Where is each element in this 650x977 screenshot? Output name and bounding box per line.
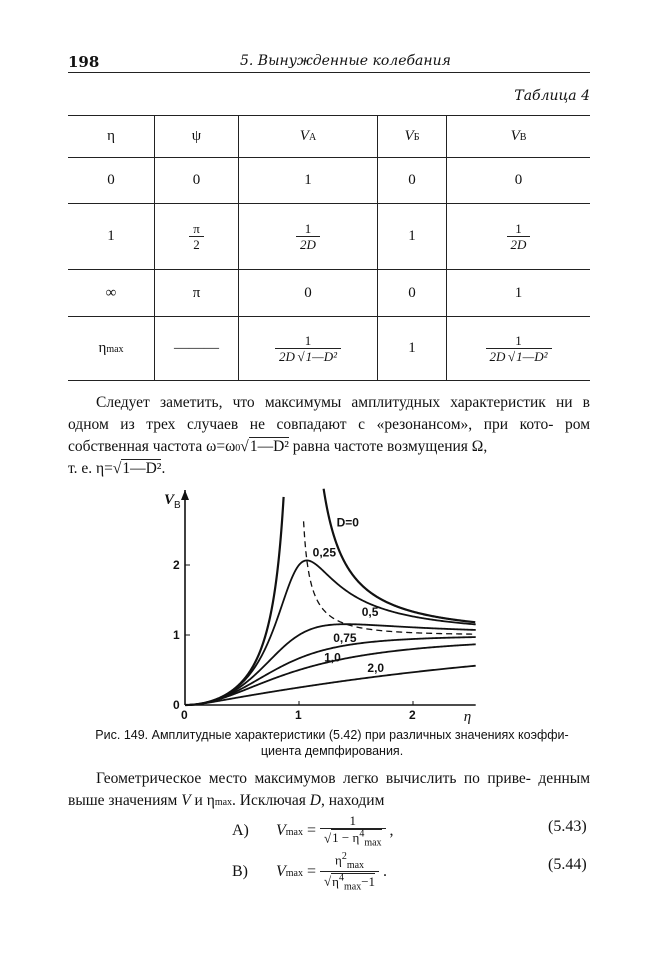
curve-D-0-right: [324, 489, 476, 622]
cell-eta: 1: [68, 204, 155, 270]
paragraph-1: Следует заметить, что максимумы амплитудных характеристик ни в одном из трех случаев не совпадают с «резонансом», при кото- ром собственная частота ω=ω0√1—D² равна частоте возмущения Ω,: [68, 394, 591, 455]
cell-vv: 0: [447, 158, 591, 204]
x-axis-label: η: [463, 709, 472, 725]
table-row: [68, 317, 590, 381]
cell-vv: $\frac{1}{2D}$: [447, 204, 591, 270]
col-header-psi: ψ: [155, 116, 239, 158]
page-number: 198: [68, 53, 100, 71]
y-axis-arrow: [181, 490, 189, 500]
chart-curves: [185, 489, 476, 705]
paragraph-2: Геометрическое место максимумов легко вычислить по приве- денным выше значениям V и ηmax. Исключая D, находим: [68, 770, 591, 809]
x-tick-label: 2: [409, 708, 416, 722]
x-tick-label: 1: [295, 708, 302, 722]
table-row: [68, 270, 590, 317]
cell-eta: ∞: [68, 270, 155, 317]
curve-label: D=0: [336, 515, 359, 530]
y-tick-label: 2: [173, 558, 180, 572]
running-title: 5. Вынужденные колебания: [240, 53, 451, 69]
y-axis-label: V: [164, 492, 175, 508]
col-header-va: VА: [239, 116, 378, 158]
paragraph-1-last-line: т. е. η=√1—D².: [68, 460, 166, 477]
cell-vv: 1: [447, 270, 591, 317]
cell-va: $\frac{1}{2D}$: [239, 204, 378, 270]
chart-axes: [181, 490, 476, 705]
table-caption: Таблица 4: [514, 88, 590, 104]
equation-number-5-43: (5.43): [548, 818, 587, 835]
cell-eta: ηmax: [68, 317, 155, 381]
cell-vv: $\frac{1}{\text{2D √1—D²}}$: [447, 317, 591, 381]
cell-psi: π: [155, 270, 239, 317]
cell-eta: 0: [68, 158, 155, 204]
cell-va: $\frac{1}{\text{2D √1—D²}}$: [239, 317, 378, 381]
cell-psi: 0: [155, 158, 239, 204]
y-tick-label: 0: [173, 698, 180, 712]
x-tick-label: 0: [181, 708, 188, 722]
cell-vb: 1: [378, 204, 447, 270]
table-4: [68, 115, 590, 381]
table-row: [68, 158, 590, 204]
chart-labels: [164, 492, 471, 725]
curve-D-2: [185, 666, 476, 705]
header-rule: [68, 72, 590, 73]
cell-va: 0: [239, 270, 378, 317]
cell-vb: 0: [378, 158, 447, 204]
y-axis-label-sub: В: [174, 500, 181, 511]
equation-5-44: B) Vmax = $\frac{\eta^2_{max}}{√\eta^4_{max}-1}$ .: [232, 851, 388, 893]
curve-label: 0,25: [312, 545, 337, 560]
cell-psi: $\frac{\pi}{2}$: [155, 204, 239, 270]
curve-label: 0,5: [361, 605, 379, 620]
col-header-vv: VВ: [447, 116, 591, 158]
curve-label: 2,0: [367, 661, 385, 676]
y-tick-label: 1: [173, 628, 180, 642]
figure-caption: Рис. 149. Амплитудные характеристики (5.42) при различных значениях коэффи- циента демпфирования.: [95, 728, 569, 758]
equation-5-43: A) Vmax = $\frac{1}{√1 - \eta^4_{max}}$ ,: [232, 813, 394, 849]
curve-label: 1,0: [324, 650, 341, 665]
cell-psi: ———: [155, 317, 239, 381]
cell-va: 1: [239, 158, 378, 204]
cell-vb: 1: [378, 317, 447, 381]
table-row: [68, 204, 590, 270]
col-header-vb: VБ: [378, 116, 447, 158]
table-header-row: [68, 116, 590, 158]
curve-label: 0,75: [333, 631, 357, 646]
equation-number-5-44: (5.44): [548, 856, 587, 873]
amplitude-chart: [160, 478, 490, 726]
cell-vb: 0: [378, 270, 447, 317]
col-header-eta: η: [68, 116, 155, 158]
